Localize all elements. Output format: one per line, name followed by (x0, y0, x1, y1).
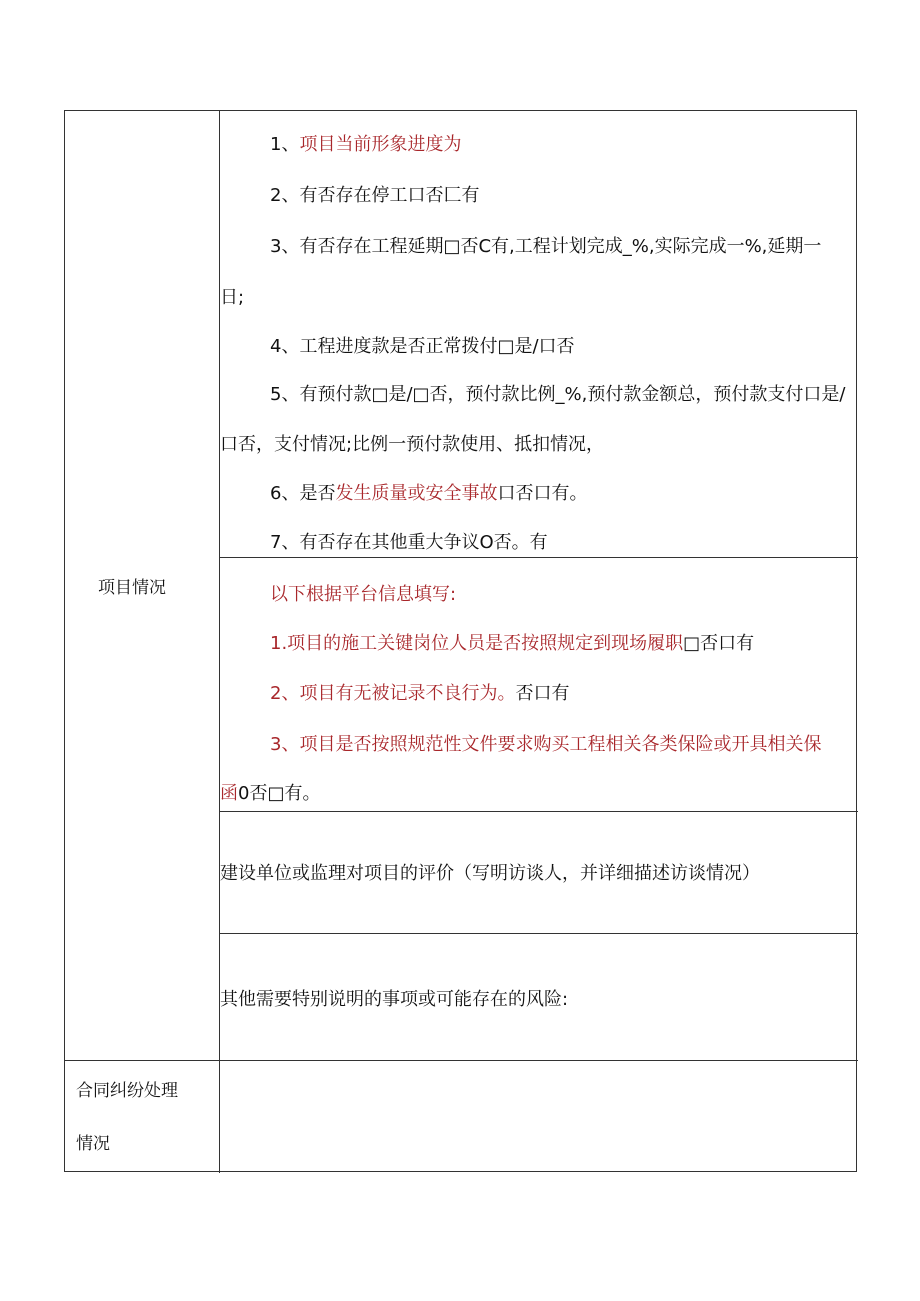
row-divider-platform (219, 811, 858, 812)
item-6-suffix: 口否口有。 (497, 483, 588, 504)
platform-item-3-cont-text: 函 (220, 783, 238, 804)
item-3-continuation: 日; (220, 287, 245, 308)
item-4: 4、工程进度款是否正常拨付□是/口否 (270, 336, 575, 357)
platform-item-1-text: 1.项目的施工关键岗位人员是否按照规定到现场履职 (270, 633, 684, 654)
item-1 (270, 133, 461, 157)
item-1-text: 项目当前形象进度为 (299, 134, 462, 155)
platform-item-1 (270, 632, 754, 656)
row-divider-evaluation (219, 933, 858, 934)
item-6-highlight: 发生质量或安全事故 (335, 483, 498, 504)
platform-item-2-text: 2、项目有无被记录不良行为。 (270, 683, 516, 704)
item-6-prefix: 6、是否 (270, 483, 336, 504)
column-divider (219, 111, 220, 1173)
platform-item-3-continuation (220, 782, 320, 806)
project-status-label: 项目情况 (98, 578, 166, 598)
risk-prompt: 其他需要特别说明的事项或可能存在的风险: (220, 989, 569, 1010)
row-divider-progress (219, 557, 858, 558)
evaluation-prompt: 建设单位或监理对项目的评价（写明访谈人，并详细描述访谈情况） (220, 863, 760, 884)
contract-dispute-label-line1: 合同纠纷处理 (76, 1081, 178, 1101)
row-divider-section (65, 1060, 858, 1061)
contract-dispute-label-line2: 情况 (76, 1134, 110, 1154)
item-3: 3、有否存在工程延期□否C有,工程计划完成_%,实际完成一%,延期一 (270, 236, 822, 257)
item-6 (270, 482, 587, 506)
platform-item-1-options: □否口有 (683, 633, 755, 654)
item-5-continuation: 口否，支付情况;比例一预付款使用、抵扣情况， (220, 434, 605, 455)
platform-item-3: 3、项目是否按照规范性文件要求购买工程相关各类保险或开具相关保 (270, 734, 822, 755)
platform-heading: 以下根据平台信息填写: (270, 584, 457, 605)
platform-item-3-options: 0否□有。 (238, 783, 321, 804)
item-1-number: 1、 (270, 134, 300, 155)
item-5: 5、有预付款□是/□否，预付款比例_%,预付款金额总，预付款支付口是/ (270, 384, 846, 405)
item-7: 7、有否存在其他重大争议O否。有 (270, 532, 548, 553)
item-2: 2、有否存在停工口否匚有 (270, 185, 480, 206)
platform-item-2 (270, 682, 569, 706)
platform-item-2-options: 否口有 (515, 683, 570, 704)
